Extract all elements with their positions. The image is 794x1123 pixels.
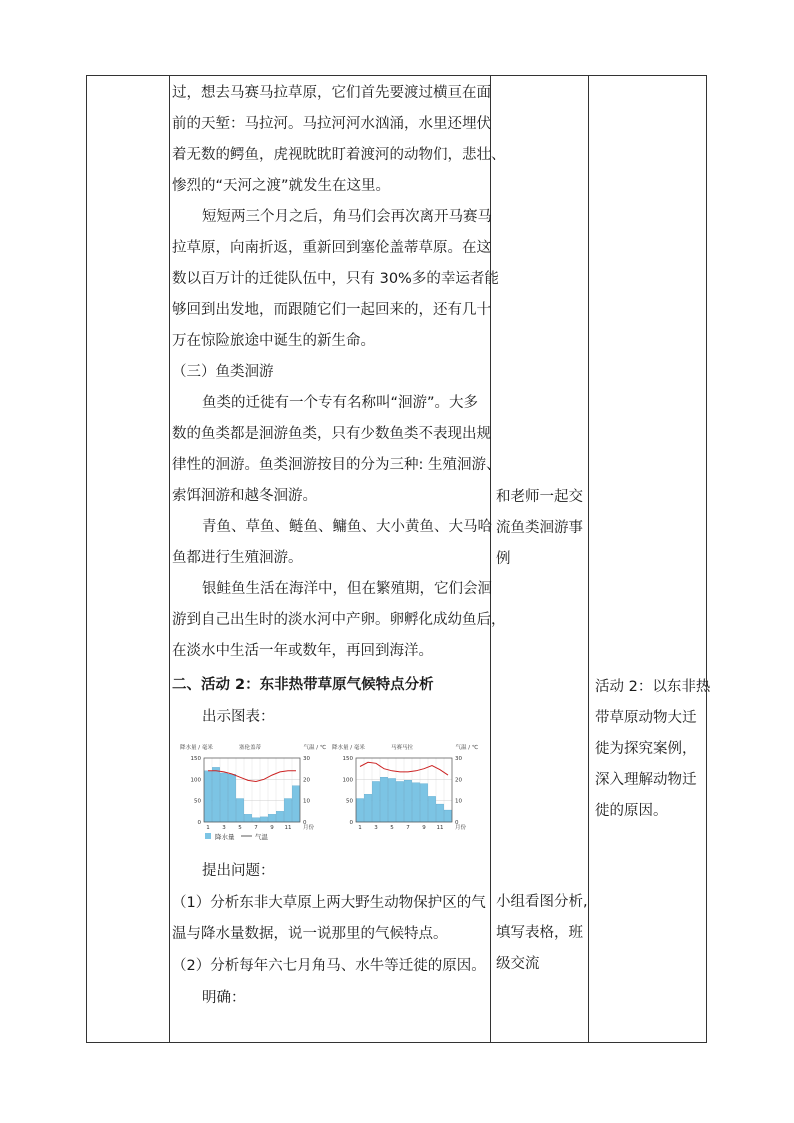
paragraph-coho-salmon (202, 574, 492, 605)
x-tick-label: 3 (374, 825, 378, 831)
y-tick-label: 0 (197, 820, 201, 826)
precip-bar (284, 799, 291, 822)
text-line: 拉草原，向南折返，重新回到塞伦盖蒂草原。在这 (172, 240, 491, 256)
text-line: 万在惊险旅途中诞生的新生命。 (172, 333, 375, 349)
x-tick-label: 3 (222, 825, 226, 831)
text-line: 徙为探究案例， (595, 741, 697, 757)
x-axis-title: 月份 (303, 825, 315, 831)
text-line: 和老师一起交 (496, 489, 583, 505)
y-tick-label: 100 (190, 777, 201, 784)
chart-title: 马赛马拉 (390, 745, 414, 751)
y-tick-label: 50 (346, 798, 353, 805)
activity-2-heading: 二、活动 2：东非热带草原气候特点分析 (172, 677, 434, 693)
x-tick-label: 7 (254, 825, 258, 831)
chart-title: 塞伦盖蒂 (238, 745, 262, 751)
student-activity-fish (496, 482, 583, 575)
question-2: （2）分析每年六七月角马、水牛等迁徙的原因。 (172, 958, 486, 974)
precip-bar (244, 814, 251, 822)
text-line: 前的天堑：马拉河。马拉河河水汹涌，水里还埋伏 (172, 116, 491, 132)
text-line: 律性的洄游。鱼类洄游按目的分为三种: 生殖洄游、 (172, 457, 501, 473)
precip-bar (212, 767, 219, 822)
text-line: 例 (496, 551, 511, 567)
paragraph-coho-salmon-cont (172, 605, 506, 667)
text-line: 索饵洄游和越冬洄游。 (172, 488, 317, 504)
text-line: 青鱼、草鱼、鲢鱼、鳙鱼、大小黄鱼、大马哈 (202, 519, 492, 535)
column-divider (169, 76, 170, 1042)
student-activity-chart (496, 887, 588, 980)
text-line: 游到自己出生时的淡水河中产卵。卵孵化成幼鱼后， (172, 612, 506, 628)
x-tick-label: 9 (270, 825, 274, 831)
precip-bar (292, 786, 299, 822)
text-line: （1）分析东非大草原上两大野生动物保护区的气 (172, 895, 486, 911)
precip-bar (412, 783, 419, 822)
x-tick-label: 5 (390, 825, 394, 831)
precip-bar (396, 781, 403, 822)
precip-bar (420, 784, 427, 822)
x-tick-label: 9 (422, 825, 426, 831)
x-tick-label: 1 (358, 825, 362, 831)
precip-bar (252, 818, 259, 822)
paragraph-fish-migration (202, 388, 478, 419)
text-line: 深入理解动物迁 (595, 772, 697, 788)
y2-axis-title: 气温 / ℃ (455, 745, 478, 751)
design-intent-activity-2 (595, 672, 710, 827)
paragraph-fish-migration-cont (172, 419, 501, 512)
y2-tick-label: 20 (303, 777, 310, 784)
precip-bar (260, 817, 267, 822)
text-line: 短短两三个月之后，角马们会再次离开马赛马 (202, 209, 492, 225)
text-line: 数的鱼类都是洄游鱼类，只有少数鱼类不表现出规 (172, 426, 491, 442)
legend-precip-label: 降水量 (215, 833, 235, 841)
paragraph-reproductive-fish-cont (172, 543, 303, 574)
precip-bar (228, 774, 235, 822)
y-axis-title: 降水量 / 毫米 (332, 745, 365, 751)
y2-tick-label: 0 (303, 820, 307, 826)
y2-tick-label: 30 (455, 756, 462, 762)
ask-question-label: 提出问题： (202, 863, 275, 879)
column-divider (588, 76, 589, 1042)
y-tick-label: 0 (349, 820, 353, 826)
legend-precip-swatch (205, 833, 211, 839)
y2-tick-label: 0 (455, 820, 459, 826)
text-line: 鱼类的迁徙有一个专有名称叫“洄游”。大多 (202, 395, 479, 411)
text-line: 过，想去马赛马拉草原，它们首先要渡过横亘在面 (172, 85, 491, 101)
precip-bar (380, 777, 387, 822)
text-line: 温与降水量数据，说一说那里的气候特点。 (172, 926, 448, 942)
x-tick-label: 11 (284, 825, 292, 831)
text-line: 鱼都进行生殖洄游。 (172, 550, 303, 566)
text-line: 够回到出发地，而跟随它们一起回来的，还有几十 (172, 302, 491, 318)
section-heading-fish: （三）鱼类洄游 (172, 364, 274, 380)
text-line: 活动 2：以东非热 (595, 679, 711, 695)
text-line: 数以百万计的迁徙队伍中，只有 30%多的幸运者能 (172, 271, 499, 287)
y-axis-title: 降水量 / 毫米 (180, 745, 213, 751)
climate-chart-serengeti (178, 738, 328, 844)
y-tick-label: 150 (190, 756, 201, 762)
precip-bar (372, 781, 379, 822)
precip-bar (276, 811, 283, 822)
precip-bar (436, 804, 443, 822)
x-tick-label: 5 (238, 825, 242, 831)
paragraph-wildebeest-crossing (172, 78, 506, 202)
climate-chart-maasai-mara (330, 738, 480, 834)
text-line: 惨烈的“天河之渡”就发生在这里。 (172, 178, 391, 194)
y-tick-label: 50 (194, 798, 201, 805)
text-line: 徙的原因。 (595, 803, 668, 819)
paragraph-return-migration (202, 202, 492, 233)
precip-bar (204, 771, 211, 822)
precip-bar (404, 780, 411, 822)
precip-bar (356, 799, 363, 822)
question-1 (172, 888, 486, 950)
precip-bar (364, 794, 371, 822)
precip-bar (236, 799, 243, 822)
text-line: 填写表格，班 (496, 925, 583, 941)
x-tick-label: 11 (436, 825, 444, 831)
y2-axis-title: 气温 / ℃ (303, 745, 326, 751)
y2-tick-label: 10 (303, 798, 310, 805)
y-tick-label: 150 (342, 756, 353, 762)
y2-tick-label: 20 (455, 777, 462, 784)
clarify-label: 明确： (202, 990, 246, 1006)
x-tick-label: 7 (406, 825, 410, 831)
x-axis-title: 月份 (455, 825, 467, 831)
y-tick-label: 100 (342, 777, 353, 784)
text-line: 着无数的鳄鱼，虎视眈眈盯着渡河的动物们，悲壮、 (172, 147, 506, 163)
x-tick-label: 1 (206, 825, 210, 831)
text-line: 流鱼类洄游事 (496, 520, 583, 536)
text-line: 在淡水中生活一年或数年，再回到海洋。 (172, 643, 433, 659)
precip-bar (428, 796, 435, 822)
precip-bar (220, 773, 227, 822)
paragraph-reproductive-fish (202, 512, 492, 543)
y2-tick-label: 30 (303, 756, 310, 762)
y2-tick-label: 10 (455, 798, 462, 805)
precip-bar (444, 810, 451, 822)
text-line: 带草原动物大迁 (595, 710, 697, 726)
text-line: 级交流 (496, 956, 540, 972)
paragraph-return-migration-cont (172, 233, 499, 357)
text-line: 小组看图分析, (496, 894, 588, 910)
legend-temp-label: 气温 (255, 833, 268, 841)
text-line: 银鲑鱼生活在海洋中，但在繁殖期，它们会洄 (202, 581, 492, 597)
precip-bar (268, 814, 275, 822)
precip-bar (388, 778, 395, 822)
show-chart-label: 出示图表： (202, 709, 275, 725)
